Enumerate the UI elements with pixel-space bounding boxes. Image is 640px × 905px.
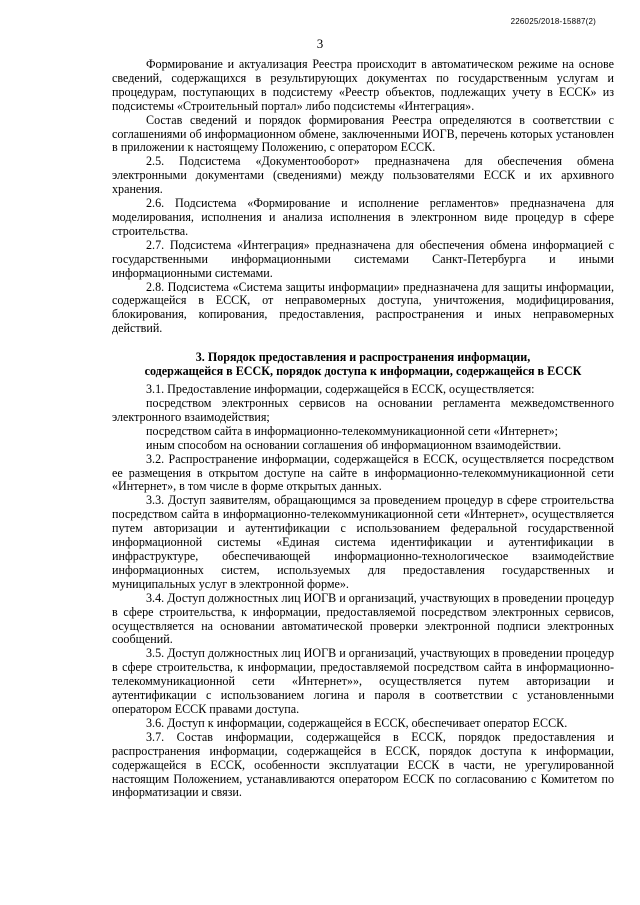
document-id: 226025/2018-15887(2) bbox=[510, 17, 596, 26]
paragraph-3-2: 3.2. Распространение информации, содержащейся в ЕССК, осуществляется посредством ее размещения в открытом доступе на сайте в информационно-телекоммуникационной сети «Интернет», в том числе в форме открытых данных. bbox=[112, 451, 614, 494]
paragraph-2-6: 2.6. Подсистема «Формирование и исполнение регламентов» предназначена для моделирования, исполнения и анализа исполнения в электронном виде процедур в сфере строительства. bbox=[112, 196, 614, 238]
paragraph-2-5: 2.5. Подсистема «Документооборот» предназначена для обеспечения обмена электронными документами (сведениями) между пользователями ЕССК и их архивного хранения. bbox=[112, 154, 614, 197]
paragraph-3-4: 3.4. Доступ должностных лиц ИОГВ и организаций, участвующих в проведении процедур в сфере строительства, к информации, предоставляемой посредством электронных сервисов, осуществляется на основании автоматической проверки электронной подписи электронных сообщений. bbox=[112, 590, 614, 647]
list-item-electronic-services: посредством электронных сервисов на основании регламента межведомственного электронного взаимодействия; bbox=[112, 396, 614, 424]
section-3-heading-line2: содержащейся в ЕССК, порядок доступа к информации, содержащейся в ЕССК bbox=[144, 364, 582, 379]
section-3-heading bbox=[112, 350, 614, 378]
paragraph-3-1: 3.1. Предоставление информации, содержащейся в ЕССК, осуществляется: bbox=[146, 382, 535, 397]
page-number: 3 bbox=[316, 36, 324, 51]
paragraph-3-7: 3.7. Состав информации, содержащейся в ЕССК, порядок предоставления и распространения информации, содержащейся в ЕССК, порядок доступа к информации, содержащейся в ЕССК, особенности эксплуатации ЕССК в части, не урегулированной настоящим Положением, устанавливаются оператором ЕССК по согласованию с Комитетом по информатизации и связи. bbox=[112, 729, 614, 800]
section-3-heading-line1: 3. Порядок предоставления и распространения информации, bbox=[195, 350, 531, 365]
paragraph-registry-formation: Формирование и актуализация Реестра происходит в автоматическом режиме на основе сведений, содержащихся в результирующих документах по государственным услугам и процедурам, поступающих в подсистему «Реестр объектов, подлежащих учету в ЕССК» из подсистемы «Строительный портал» либо подсистемы «Интеграция». bbox=[112, 57, 614, 113]
paragraph-3-5: 3.5. Доступ должностных лиц ИОГВ и организаций, участвующих в проведении процедур в сфере строительства, к информации, предоставляемой посредством сайта в информационно-телекоммуникационной сети «Интернет»», осуществляется путем авторизации и аутентификации с использованием логина и пароля в соответствии с установленными оператором ЕССК правами доступа. bbox=[112, 646, 614, 716]
document-body bbox=[112, 58, 614, 800]
list-item-website: посредством сайта в информационно-телекоммуникационной сети «Интернет»; bbox=[146, 423, 559, 438]
paragraph-registry-composition: Состав сведений и порядок формирования Реестра определяются в соответствии с соглашениями об информационном обмене, заключенными ИОГВ, перечень которых установлен в приложении к настоящему Положению, с оператором ЕССК. bbox=[112, 112, 614, 155]
paragraph-2-8: 2.8. Подсистема «Система защиты информации» предназначена для защиты информации, содержащейся в ЕССК, от неправомерных доступа, уничтожения, модифицирования, блокирования, копирования, предоставления, распространения и иных неправомерных действий. bbox=[112, 279, 614, 336]
list-item-other-method: иным способом на основании соглашения об информационном взаимодействии. bbox=[146, 437, 562, 452]
paragraph-2-7: 2.7. Подсистема «Интеграция» предназначена для обеспечения обмена информацией с государственными информационными системами Санкт-Петербурга и иными информационными системами. bbox=[112, 237, 614, 280]
paragraph-3-6: 3.6. Доступ к информации, содержащейся в ЕССК, обеспечивает оператор ЕССК. bbox=[146, 715, 568, 730]
paragraph-3-3: 3.3. Доступ заявителям, обращающимся за проведением процедур в сфере строительства посредством сайта в информационно-телекоммуникационной сети «Интернет», осуществляется путем авторизации и аутентификации с использованием федеральной государственной информационной системы «Единая система идентификации и аутентификации в инфраструктуре, обеспечивающей информационно-технологическое взаимодействие информационных систем, используемых для предоставления государственных и муниципальных услуг в электронной форме». bbox=[112, 493, 614, 591]
